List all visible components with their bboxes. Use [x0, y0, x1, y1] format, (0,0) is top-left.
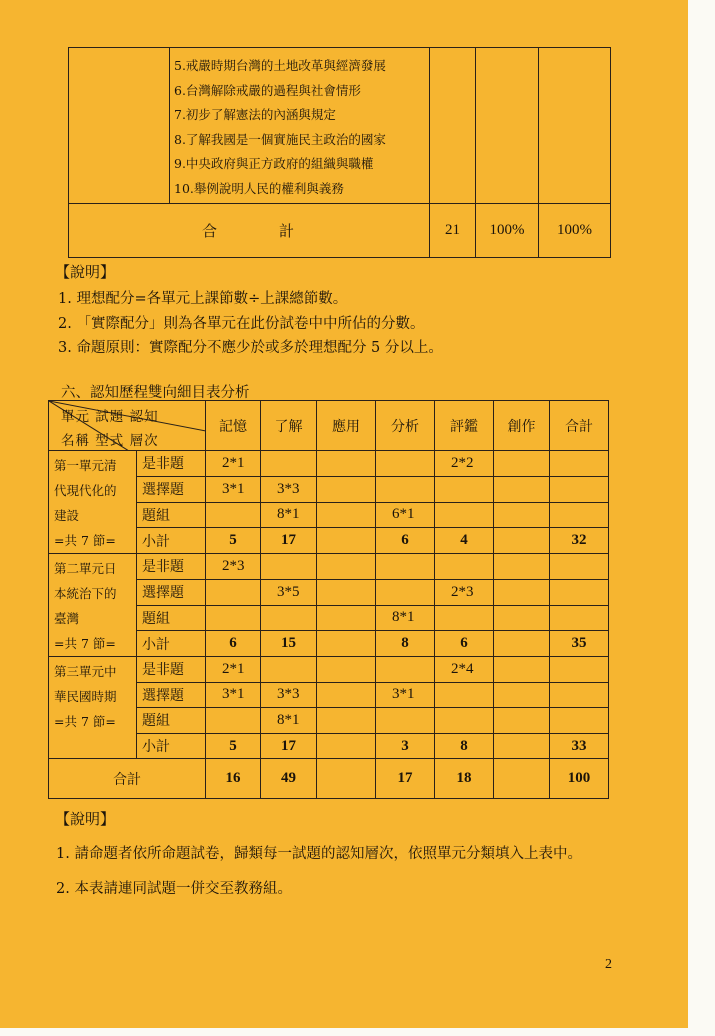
table-cell — [206, 605, 261, 631]
unit-name-line: =共 7 節= — [54, 714, 116, 729]
unit-name-line: 華民國時期 — [54, 689, 117, 704]
table-cell: 3*1 — [376, 682, 435, 708]
table-cell — [376, 554, 435, 580]
grand-total-cell: 17 — [376, 759, 435, 799]
table-cell — [550, 657, 609, 683]
grand-total-cell: 18 — [435, 759, 494, 799]
header-evaluate: 評鑑 — [435, 401, 494, 451]
table-row — [49, 554, 609, 580]
table-cell — [317, 657, 376, 683]
question-type: 是非題 — [137, 451, 206, 477]
table-cell — [435, 605, 494, 631]
corner-line1: 單元 試題 認知 — [61, 409, 159, 425]
table-cell: 8*1 — [261, 502, 317, 528]
table-cell — [550, 605, 609, 631]
unit-name-line: =共 7 節= — [54, 533, 116, 548]
table-cell — [494, 476, 550, 502]
table-cell: 3*1 — [206, 476, 261, 502]
table-cell: 8*1 — [261, 708, 317, 734]
subtotal-cell: 5 — [206, 733, 261, 759]
table-cell — [435, 554, 494, 580]
question-type: 是非題 — [137, 657, 206, 683]
subtotal-cell: 17 — [261, 733, 317, 759]
header-create: 創作 — [494, 401, 550, 451]
note-line: 2. 本表請連同試題一併交至教務組。 — [56, 881, 292, 897]
unit-name-line: 建設 — [54, 508, 80, 523]
table-cell — [550, 554, 609, 580]
subtotal-cell: 6 — [376, 528, 435, 554]
subtotal-cell: 17 — [261, 528, 317, 554]
table-cell — [376, 708, 435, 734]
note-line: 1. 理想配分=各單元上課節數÷上課總節數。 — [58, 291, 348, 307]
table-cell: 2*3 — [206, 554, 261, 580]
table-row — [69, 48, 611, 204]
table-cell: 2*3 — [435, 579, 494, 605]
question-type: 選擇題 — [137, 682, 206, 708]
scan-edge-right — [688, 0, 715, 1036]
table-cell — [494, 451, 550, 477]
table-cell — [494, 579, 550, 605]
question-type: 選擇題 — [137, 476, 206, 502]
list-item: 8.了解我國是一個實施民主政治的國家 — [174, 131, 386, 147]
question-type: 選擇題 — [137, 579, 206, 605]
section-title: 六、認知歷程雙向細目表分析 — [61, 385, 250, 401]
unit-name-line: 第二單元日 — [54, 561, 117, 576]
subtotal-cell: 8 — [435, 733, 494, 759]
question-type: 小計 — [137, 631, 206, 657]
table-cell — [261, 451, 317, 477]
table-cell — [435, 682, 494, 708]
table-cell — [317, 476, 376, 502]
list-item: 10.舉例說明人民的權利與義務 — [174, 180, 344, 196]
table-cell — [317, 502, 376, 528]
table-cell — [435, 708, 494, 734]
table-cell: 3*1 — [206, 682, 261, 708]
table-cell — [430, 48, 476, 204]
subtotal-cell: 15 — [261, 631, 317, 657]
unit-rows — [49, 451, 609, 759]
scan-edge-bottom — [0, 1028, 715, 1036]
subtotal-cell — [317, 631, 376, 657]
table-cell: 8*1 — [376, 605, 435, 631]
question-type: 題組 — [137, 708, 206, 734]
table-cell — [494, 554, 550, 580]
unit-name-cell — [49, 451, 137, 554]
unit-name-line: 第三單元中 — [54, 664, 117, 679]
table-cell — [317, 708, 376, 734]
table-cell — [494, 708, 550, 734]
table-cell — [494, 605, 550, 631]
subtotal-cell: 6 — [206, 631, 261, 657]
table-cell — [476, 48, 539, 204]
table-cell — [317, 554, 376, 580]
cognitive-table — [48, 400, 609, 799]
page-number: 2 — [605, 957, 612, 972]
table-cell: 2*1 — [206, 451, 261, 477]
total-label — [69, 204, 430, 258]
table-cell — [376, 476, 435, 502]
table-cell — [261, 657, 317, 683]
subtotal-cell — [317, 733, 376, 759]
subtotal-cell: 33 — [550, 733, 609, 759]
header-total: 合計 — [550, 401, 609, 451]
unit-name-line: 第一單元清 — [54, 458, 117, 473]
total-label-b: 計 — [279, 222, 297, 240]
note-line: 1. 請命題者依所命題試卷，歸類每一試題的認知層次，依照單元分類填入上表中。 — [56, 846, 582, 862]
total-actual-percent: 100% — [539, 204, 611, 258]
list-item: 7.初步了解憲法的內涵與規定 — [174, 107, 336, 122]
table-cell — [69, 48, 170, 204]
note-title: 【說明】 — [55, 810, 116, 828]
table-row — [49, 451, 609, 477]
question-type: 題組 — [137, 502, 206, 528]
table-cell — [494, 682, 550, 708]
table-cell — [376, 451, 435, 477]
table-cell — [550, 579, 609, 605]
total-ideal-percent: 100% — [476, 204, 539, 258]
question-type: 題組 — [137, 605, 206, 631]
grand-total-cell: 49 — [261, 759, 317, 799]
unit-name-cell — [49, 657, 137, 759]
table-cell — [550, 476, 609, 502]
grand-total-cell: 16 — [206, 759, 261, 799]
unit-name-line: 本統治下的 — [54, 586, 117, 601]
table-cell — [376, 579, 435, 605]
subtotal-cell — [494, 528, 550, 554]
question-type: 小計 — [137, 733, 206, 759]
subtotal-cell: 3 — [376, 733, 435, 759]
unit-name-line: =共 7 節= — [54, 636, 116, 651]
total-row — [69, 204, 611, 258]
table-cell: 2*1 — [206, 657, 261, 683]
total-hours: 21 — [430, 204, 476, 258]
table-cell: 3*3 — [261, 476, 317, 502]
table-cell — [317, 451, 376, 477]
header-understand: 了解 — [261, 401, 317, 451]
table-cell — [435, 476, 494, 502]
table-cell — [539, 48, 611, 204]
subtotal-cell: 35 — [550, 631, 609, 657]
unit-name-line: 代現代化的 — [54, 483, 117, 498]
table-cell — [261, 605, 317, 631]
question-type: 是非題 — [137, 554, 206, 580]
header-apply: 應用 — [317, 401, 376, 451]
table-cell: 2*4 — [435, 657, 494, 683]
table-cell — [317, 579, 376, 605]
grand-total-row — [49, 759, 609, 799]
table-cell: 6*1 — [376, 502, 435, 528]
table-cell — [435, 502, 494, 528]
note-line: 2. 「實際配分」則為各單元在此份試卷中中所佔的分數。 — [58, 316, 425, 332]
header-row — [49, 401, 609, 451]
subtotal-cell: 32 — [550, 528, 609, 554]
list-item: 6.台灣解除戒嚴的過程與社會情形 — [174, 82, 361, 98]
grand-total-cell: 100 — [550, 759, 609, 799]
table-cell — [317, 682, 376, 708]
header-analyze: 分析 — [376, 401, 435, 451]
grand-total-cell — [317, 759, 376, 799]
table-cell — [376, 657, 435, 683]
table-cell — [261, 554, 317, 580]
table-cell — [206, 708, 261, 734]
grand-total-cell — [494, 759, 550, 799]
table-cell — [550, 682, 609, 708]
table-cell — [317, 605, 376, 631]
note-line: 3. 命題原則：實際配分不應少於或多於理想配分 5 分以上。 — [58, 340, 443, 356]
table-cell — [206, 579, 261, 605]
table-cell — [494, 502, 550, 528]
subtotal-cell — [317, 528, 376, 554]
table-cell — [550, 708, 609, 734]
list-item: 5.戒嚴時期台灣的土地改革與經濟發展 — [174, 58, 386, 73]
unit-name-line: 臺灣 — [54, 611, 80, 626]
table-row — [49, 657, 609, 683]
unit-name-cell — [49, 554, 137, 657]
header-remember: 記憶 — [206, 401, 261, 451]
table-cell — [550, 502, 609, 528]
table-cell: 2*2 — [435, 451, 494, 477]
subtotal-cell: 4 — [435, 528, 494, 554]
table-cell: 3*5 — [261, 579, 317, 605]
table-cell — [206, 502, 261, 528]
table-cell — [550, 451, 609, 477]
note-title: 【說明】 — [55, 263, 116, 281]
corner-header — [49, 401, 206, 451]
subtotal-cell: 6 — [435, 631, 494, 657]
table-cell — [494, 657, 550, 683]
subtotal-cell — [494, 733, 550, 759]
unit-allocation-table — [68, 47, 611, 258]
subtotal-cell: 5 — [206, 528, 261, 554]
corner-line2: 名稱 型式 層次 — [61, 433, 159, 449]
table-cell: 3*3 — [261, 682, 317, 708]
unit-items-cell — [170, 48, 430, 204]
total-label-a: 合 — [201, 222, 219, 240]
grand-total-label: 合計 — [49, 759, 206, 799]
question-type: 小計 — [137, 528, 206, 554]
subtotal-cell: 8 — [376, 631, 435, 657]
list-item: 9.中央政府與正方政府的組織與職權 — [174, 156, 374, 171]
subtotal-cell — [494, 631, 550, 657]
